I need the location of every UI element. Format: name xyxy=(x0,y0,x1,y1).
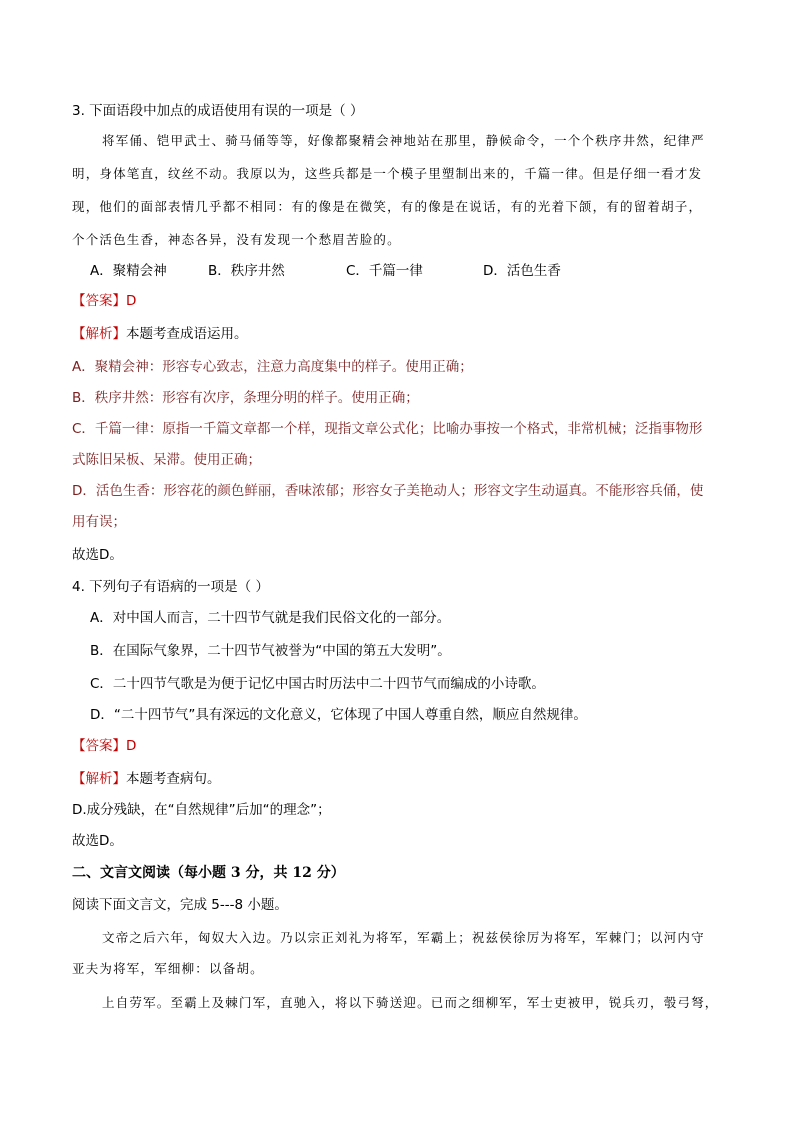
q3-conclusion: 故选D。 xyxy=(72,547,123,563)
q4-analysis-text: 本题考查病句。 xyxy=(126,771,221,787)
q4-analysis-label: 【解析】 xyxy=(72,771,126,787)
q3-option-a: A．聚精会神 xyxy=(90,263,167,279)
q3-explanation-d-2: 用有误； xyxy=(72,514,126,530)
q4-answer-label: 【答案】 xyxy=(72,738,126,754)
q4-explanation: D.成分残缺，在“自然规律”后加“的理念”； xyxy=(72,802,331,818)
q3-explanation-c-1: C．千篇一律：原指一千篇文章都一个样，现指文章公式化；比喻办事按一个格式，非常机械；泛指事物形 xyxy=(72,421,703,437)
q3-stem: 3. 下面语段中加点的成语使用有误的一项是（ ） xyxy=(72,103,364,119)
q3-answer-value: D xyxy=(126,293,137,309)
q4-conclusion: 故选D。 xyxy=(72,833,123,849)
q3-passage-line-3: 现，他们的面部表情几乎都不相同：有的像是在微笑，有的像是在说话，有的光着下颌，有的留着胡子， xyxy=(72,199,703,214)
q4-option-c: C．二十四节气歌是为便于记忆中国古时历法中二十四节气而编成的小诗歌。 xyxy=(90,676,545,692)
section-2-heading: 二、文言文阅读（每小题 3 分，共 12 分） xyxy=(72,865,345,881)
q3-analysis-text: 本题考查成语运用。 xyxy=(126,326,248,342)
q3-passage-line-2: 明，身体笔直，纹丝不动。我原以为，这些兵都是一个模子里塑制出来的，千篇一律。但是仔细一看才发 xyxy=(72,166,703,181)
q4-option-d: D．“二十四节气”具有深远的文化意义，它体现了中国人尊重自然，顺应自然规律。 xyxy=(90,707,587,723)
q4-stem: 4. 下列句子有语病的一项是（ ） xyxy=(72,579,269,595)
q3-explanation-d-1: D．活色生香：形容花的颜色鲜丽，香味浓郁；形容女子美艳动人；形容文字生动逼真。不能形容兵俑，使 xyxy=(72,483,704,499)
q3-analysis xyxy=(72,325,248,343)
q3-option-b: B．秩序井然 xyxy=(208,263,285,279)
q3-explanation-a: A．聚精会神：形容专心致志，注意力高度集中的样子。使用正确； xyxy=(72,359,473,375)
q4-analysis xyxy=(72,770,221,788)
q4-option-b: B．在国际气象界，二十四节气被誉为“中国的第五大发明”。 xyxy=(90,643,451,659)
q3-option-d: D．活色生香 xyxy=(483,263,561,279)
q3-answer-label: 【答案】 xyxy=(72,293,126,309)
q3-explanation-b: B．秩序井然：形容有次序，条理分明的样子。使用正确； xyxy=(72,390,419,406)
section-2-passage-line-1: 文帝之后六年，匈奴大入边。乃以宗正刘礼为将军，军霸上；祝兹侯徐厉为将军，军棘门；以河内守 xyxy=(102,930,705,945)
q3-passage-line-1: 将军俑、铠甲武士、骑马俑等等，好像都聚精会神地站在那里，静候命令，一个个秩序井然，纪律严 xyxy=(102,133,705,148)
q4-answer-value: D xyxy=(126,738,137,754)
q4-option-a: A．对中国人而言，二十四节气就是我们民俗文化的一部分。 xyxy=(90,610,451,626)
q3-answer xyxy=(72,292,136,310)
q3-passage-line-4: 个个活色生香，神态各异，没有发现一个愁眉苦脸的。 xyxy=(72,232,401,247)
q3-analysis-label: 【解析】 xyxy=(72,326,126,342)
q3-option-c: C．千篇一律 xyxy=(346,263,423,279)
q4-answer xyxy=(72,737,136,755)
section-2-instruction: 阅读下面文言文，完成 5---8 小题。 xyxy=(72,897,288,913)
q3-explanation-c-2: 式陈旧呆板、呆滞。使用正确； xyxy=(72,452,261,468)
section-2-passage-line-2: 亚夫为将军，军细柳：以备胡。 xyxy=(72,961,264,976)
section-2-passage-line-3: 上自劳军。至霸上及棘门军，直驰入，将以下骑送迎。已而之细柳军，军士吏被甲，锐兵刃，彀弓弩， xyxy=(102,995,719,1010)
